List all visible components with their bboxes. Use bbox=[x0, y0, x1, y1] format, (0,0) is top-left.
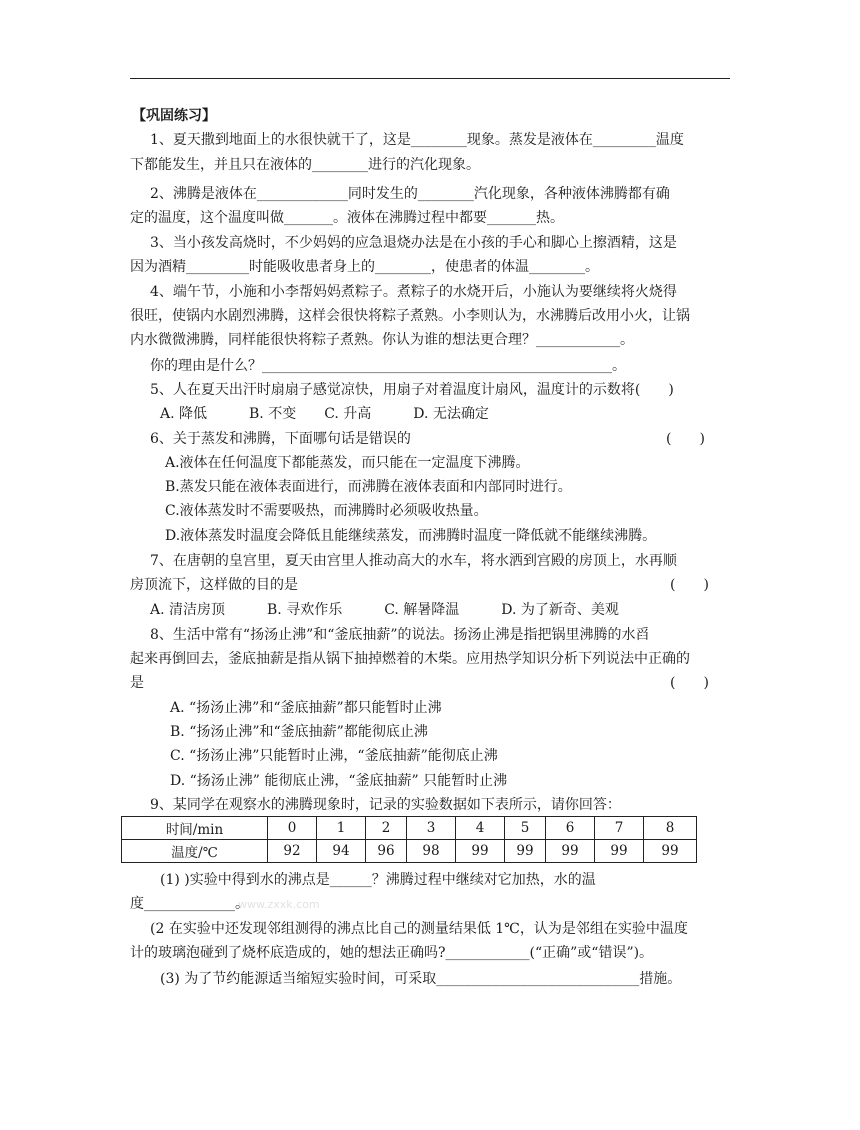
q5-stem: 5、人在夏天出汗时扇扇子感觉凉快，用扇子对着温度计扇风，温度计的示数将( ) bbox=[150, 382, 674, 398]
q7-options: A. 清洁房顶 B. 寻欢作乐 C. 解暑降温 D. 为了新奇、美观 bbox=[150, 602, 619, 618]
q9-part2-line1: (2 在实验中还发现邻组测得的沸点比自己的测量结果低 1℃，认为是邻组在实验中温度 bbox=[150, 921, 688, 937]
table-row bbox=[122, 840, 697, 863]
table-cell: 7 bbox=[595, 817, 644, 840]
q2-line2: 定的温度，这个温度叫做_______。液体在沸腾过程中都要_______热。 bbox=[130, 210, 564, 226]
table-cell: 5 bbox=[505, 817, 546, 840]
table-cell: 3 bbox=[407, 817, 456, 840]
q8-line1: 8、生活中常有“扬汤止沸”和“釜底抽薪”的说法。扬汤止沸是指把锅里沸腾的水舀 bbox=[150, 627, 650, 643]
table-cell: 4 bbox=[456, 817, 505, 840]
q3-line2: 因为酒精_________时能吸收患者身上的________，使患者的体温________。 bbox=[130, 259, 599, 275]
q5-options: A. 降低 B. 不变 C. 升高 D. 无法确定 bbox=[160, 406, 489, 422]
q8-paren: ( ) bbox=[670, 675, 709, 691]
q6-paren: ( ) bbox=[666, 431, 705, 447]
table-cell: 2 bbox=[366, 817, 407, 840]
q1-line1: 1、夏天撒到地面上的水很快就干了，这是________现象。蒸发是液体在_________温度 bbox=[150, 132, 684, 148]
q4-line2: 很旺，使锅内水剧烈沸腾，这样会很快将粽子煮熟。小李则认为，水沸腾后改用小火，让锅 bbox=[130, 308, 690, 324]
q9-part1-line2: 度_____________。 bbox=[130, 896, 249, 912]
table-cell: 99 bbox=[505, 840, 546, 863]
q6-option-d: D.液体蒸发时温度会降低且能继续蒸发，而沸腾时温度一降低就不能继续沸腾。 bbox=[165, 528, 657, 544]
q7-paren: ( ) bbox=[670, 577, 709, 593]
table-cell: 99 bbox=[595, 840, 644, 863]
q8-option-b: B. “扬汤止沸”和“釜底抽薪”都能彻底止沸 bbox=[170, 724, 428, 740]
q6-stem: 6、关于蒸发和沸腾，下面哪句话是错误的 bbox=[150, 431, 411, 447]
q8-option-a: A. “扬汤止沸”和“釜底抽薪”都只能暂时止沸 bbox=[170, 700, 442, 716]
table-header-temp: 温度/℃ bbox=[122, 840, 268, 863]
section-title: 【巩固练习】 bbox=[132, 108, 216, 124]
q7-line1: 7、在唐朝的皇宫里，夏天由宫里人推动高大的水车，将水洒到宫殿的房顶上，水再顺 bbox=[150, 553, 677, 569]
table-cell: 1 bbox=[317, 817, 366, 840]
q1-line2: 下都能发生，并且只在液体的________进行的汽化现象。 bbox=[130, 157, 480, 173]
q6-option-c: C.液体蒸发时不需要吸热，而沸腾时必须吸收热量。 bbox=[165, 503, 488, 519]
q2-line1: 2、沸腾是液体在_____________同时发生的________汽化现象，各种液体沸腾都有确 bbox=[150, 186, 670, 202]
table-header-time: 时间/min bbox=[122, 817, 268, 840]
table-cell: 96 bbox=[366, 840, 407, 863]
table-cell: 99 bbox=[456, 840, 505, 863]
q6-option-a: A.液体在任何温度下都能蒸发，而只能在一定温度下沸腾。 bbox=[165, 455, 530, 471]
table-cell: 92 bbox=[268, 840, 317, 863]
table-cell: 99 bbox=[546, 840, 595, 863]
table-cell: 94 bbox=[317, 840, 366, 863]
q8-line2: 起来再倒回去，釜底抽薪是指从锅下抽掉燃着的木柴。应用热学知识分析下列说法中正确的 bbox=[130, 651, 690, 667]
q9-stem: 9、某同学在观察水的沸腾现象时，记录的实验数据如下表所示，请你回答： bbox=[150, 797, 621, 813]
table-cell: 0 bbox=[268, 817, 317, 840]
q6-option-b: B.蒸发只能在液体表面进行，而沸腾在液体表面和内部同时进行。 bbox=[165, 479, 572, 495]
header-rule bbox=[130, 78, 730, 79]
q8-line3: 是 bbox=[130, 675, 144, 691]
q4-line3: 内水微微沸腾，同样能很快将粽子煮熟。你认为谁的想法更合理？____________。 bbox=[130, 332, 634, 348]
q9-part2-line2: 计的玻璃泡碰到了烧杯底造成的，她的想法正确吗?____________(“正确”或“错误”)。 bbox=[130, 945, 654, 961]
q9-part3: (3) 为了节约能源适当缩短实验时间，可采取_____________________________措施。 bbox=[160, 971, 682, 987]
table-cell: 6 bbox=[546, 817, 595, 840]
q7-line2: 房顶流下，这样做的目的是 bbox=[130, 577, 298, 593]
q4-reason: 你的理由是什么？__________________________________________________。 bbox=[150, 358, 626, 374]
q3-line1: 3、当小孩发高烧时，不少妈妈的应急退烧办法是在小孩的手心和脚心上擦酒精，这是 bbox=[150, 235, 677, 251]
q8-option-c: C. “扬汤止沸”只能暂时止沸，“釜底抽薪”能彻底止沸 bbox=[170, 748, 498, 764]
table-cell: 98 bbox=[407, 840, 456, 863]
q9-part1-line1: (1) )实验中得到水的沸点是______？沸腾过程中继续对它加热，水的温 bbox=[160, 872, 596, 888]
table-cell: 99 bbox=[644, 840, 697, 863]
q8-option-d: D. “扬汤止沸” 能彻底止沸，“釜底抽薪” 只能暂时止沸 bbox=[170, 773, 508, 789]
table-cell: 8 bbox=[644, 817, 697, 840]
q4-line1: 4、端午节，小施和小李帮妈妈煮粽子。煮粽子的水烧开后，小施认为要继续将火烧得 bbox=[150, 284, 677, 300]
data-table bbox=[121, 816, 697, 863]
table-row bbox=[122, 817, 697, 840]
watermark: www.zxxk.com bbox=[238, 898, 320, 911]
